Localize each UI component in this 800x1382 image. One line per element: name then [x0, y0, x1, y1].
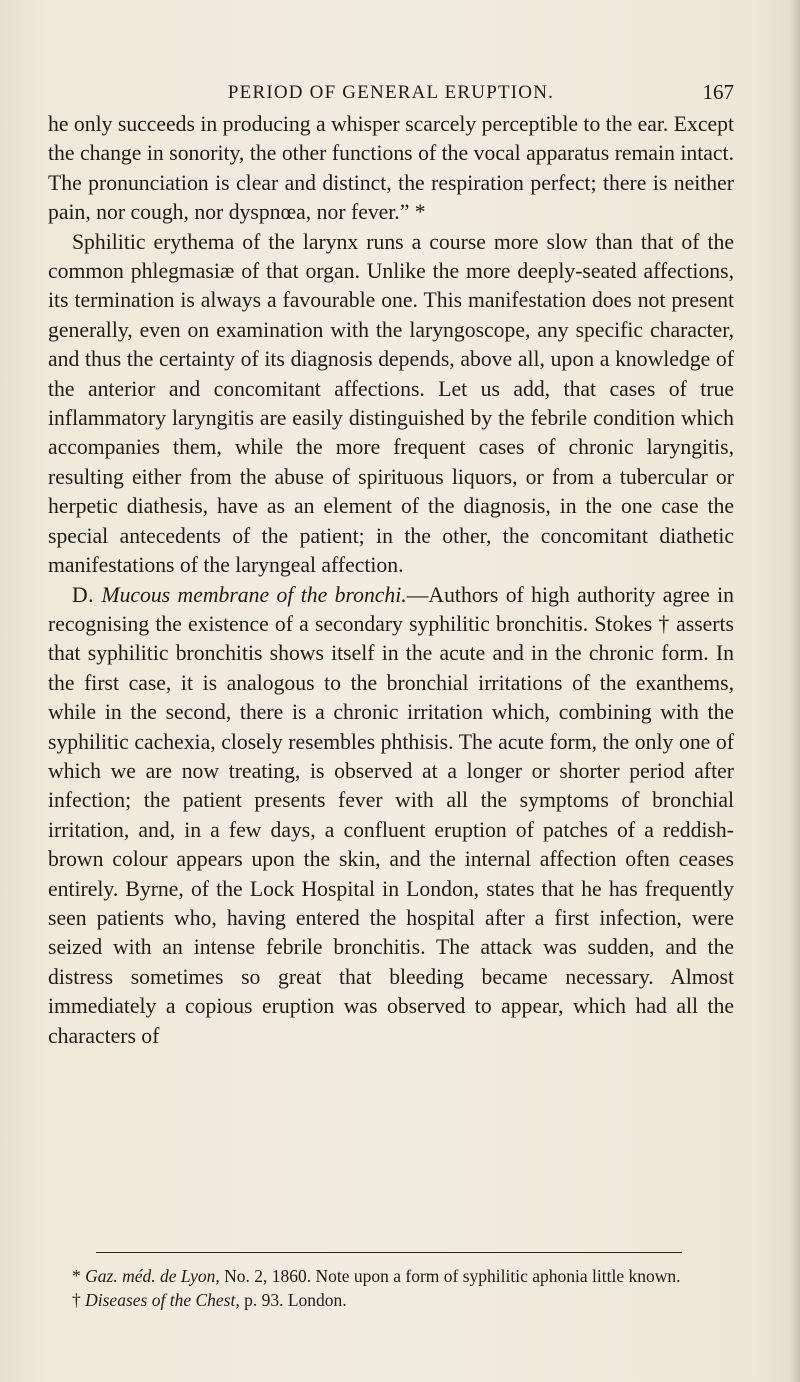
paragraph-3-text: —Authors of high authority agree in recognising the existence of a secondary syphilitic bronchitis. Stokes † asserts that syphilitic bronchitis shows itself in the acute and in the chronic form. In the first case, it is analogous to the bronchial irritations of the exanthems, while in the second, there is a chronic irritation which, combining with the syphilitic cachexia, closely resembles phthisis. The acute form, the only one of which we are now treating, is observed at a longer or shorter period after infection; the patient presents fever with all the symptoms of bronchial irritation, and, in a few days, a confluent eruption of patches of a reddish-brown colour appears upon the skin, and the internal affection often ceases entirely. Byrne, of the Lock Hospital in London, states that he has frequently seen patients who, having entered the hospital after a first infection, were seized with an intense febrile bronchitis. The attack was sudden, and the distress sometimes so great that bleeding became necessary. Almost immediately a copious eruption was observed to appear, which had all the characters of	[48, 582, 734, 1048]
footnotes	[48, 1265, 734, 1312]
section-title: Mucous membrane of the bronchi.	[101, 582, 407, 607]
section-letter: D.	[72, 582, 95, 607]
footnote-1-source: Gaz. méd. de Lyon,	[85, 1266, 220, 1286]
paragraph-1: he only succeeds in producing a whisper scarcely perceptible to the ear. Except the change in sonority, the other functions of the vocal apparatus remain intact. The pronunciation is clear and distinct, the respiration perfect; there is neither pain, nor cough, nor dyspnœa, nor fever.” *	[48, 112, 734, 225]
footnote-2-text: p. 93. London.	[244, 1289, 347, 1310]
paragraph-2: Sphilitic erythema of the larynx runs a course more slow than that of the common phlegmasiæ of that organ. Unlike the more deeply-seated affections, its termination is always a favourable one. This manifestation does not present generally, even on examination with the laryngoscope, any specific character, and thus the certainty of its diagnosis depends, above all, upon a knowledge of the anterior and concomitant affections. Let us add, that cases of true inflammatory laryngitis are easily distinguished by the febrile condition which accompanies them, while the more frequent cases of chronic laryngitis, resulting either from the abuse of spirituous liquors, or from a tubercular or herpetic diathesis, have as an element of the diagnosis, in the one case the special antecedents of the patient; in the other, the concomitant diathetic manifestations of the laryngeal affection.	[48, 229, 734, 578]
footnote-2	[48, 1289, 734, 1313]
paragraph-3	[48, 581, 734, 1052]
page-number: 167	[702, 80, 734, 104]
footnote-1-mark: *	[72, 1266, 81, 1286]
footnote-rule	[96, 1252, 682, 1253]
body-text	[48, 110, 734, 1051]
running-title: PERIOD OF GENERAL ERUPTION.	[227, 82, 555, 103]
footnote-1	[48, 1265, 734, 1289]
footnote-2-mark: †	[72, 1289, 81, 1310]
page-edge-shadow	[790, 0, 800, 1382]
footnote-1-text: No. 2, 1860. Note upon a form of syphilitic aphonia little known.	[224, 1266, 681, 1286]
running-head	[48, 80, 734, 110]
footnote-2-source: Diseases of the Chest,	[85, 1289, 240, 1310]
